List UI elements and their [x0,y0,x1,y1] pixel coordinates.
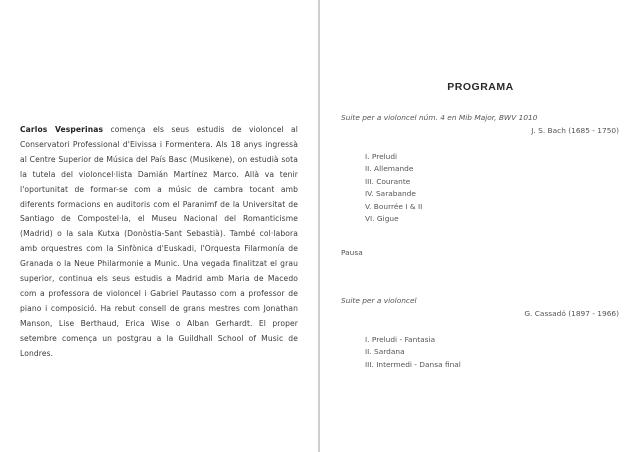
movement-item: V. Bourrée I & II [365,201,423,211]
intermission-label: Pausa [341,248,363,257]
movement-item: II. Allemande [365,164,414,174]
movement-item: IV. Sarabande [365,189,416,199]
biography-name: Carlos Vesperinas [20,125,104,134]
movement-list-bach [365,151,422,225]
piece-title-cassado: Suite per a violoncel [341,296,417,305]
composer-bach: J. S. Bach (1685 - 1750) [531,126,619,135]
composer-cassado: G. Cassadó (1897 - 1966) [524,309,619,318]
movement-item: I. Preludi - Fantasia [365,335,436,344]
piece-title-bach: Suite per a violoncel núm. 4 en Mib Major, BWV 1010 [341,113,538,122]
right-page [321,0,640,452]
movement-item: I. Preludi [365,152,398,161]
left-page [0,0,318,452]
page-divider [318,0,320,452]
biography-paragraph [20,123,298,362]
biography-text: comença els seus estudis de violoncel al Conservatori Professional d'Eivissa i Formentera. Als 18 anys ingressà al Centre Superior de Música del País Basc (Musikene), on estudià sota la tutela del violoncel·lista Damián Martínez Marco. Allà va tenir l'oportunitat de formar-se com a músic de cambra tocant amb diferents formacions en auditoris com el Paranimf de la Universitat de Santiago de Compostel·la, el Museu Nacional del Romanticisme (Madrid) o la sala Kutxa (Donòstia-Sant Sebastià). També col·labora amb orquestres com la Sinfònica d'Euskadi, l'Orquesta Filarmonía de Granada o la Neue Philarmonie a Munic. Una vegada finalitzat el grau superior, continua els seus estudis a Madrid amb Maria de Macedo com a professora de violoncel i Gabriel Pautasso com a professor de piano i composició. Ha rebut consell de grans mestres com Jonathan Manson, Lise Berthaud, Erica Wise o Alban Gerhardt. El proper setembre comença un postgrau a la Guildhall School of Music de Londres. [20,125,298,358]
movement-item: VI. Gigue [365,214,399,224]
movement-item: II. Sardana [365,347,405,357]
movement-item: III. Intermedi - Dansa final [365,359,461,369]
movement-item: III. Courante [365,176,411,186]
movement-list-cassado [365,334,461,371]
program-title: PROGRAMA [447,81,514,93]
